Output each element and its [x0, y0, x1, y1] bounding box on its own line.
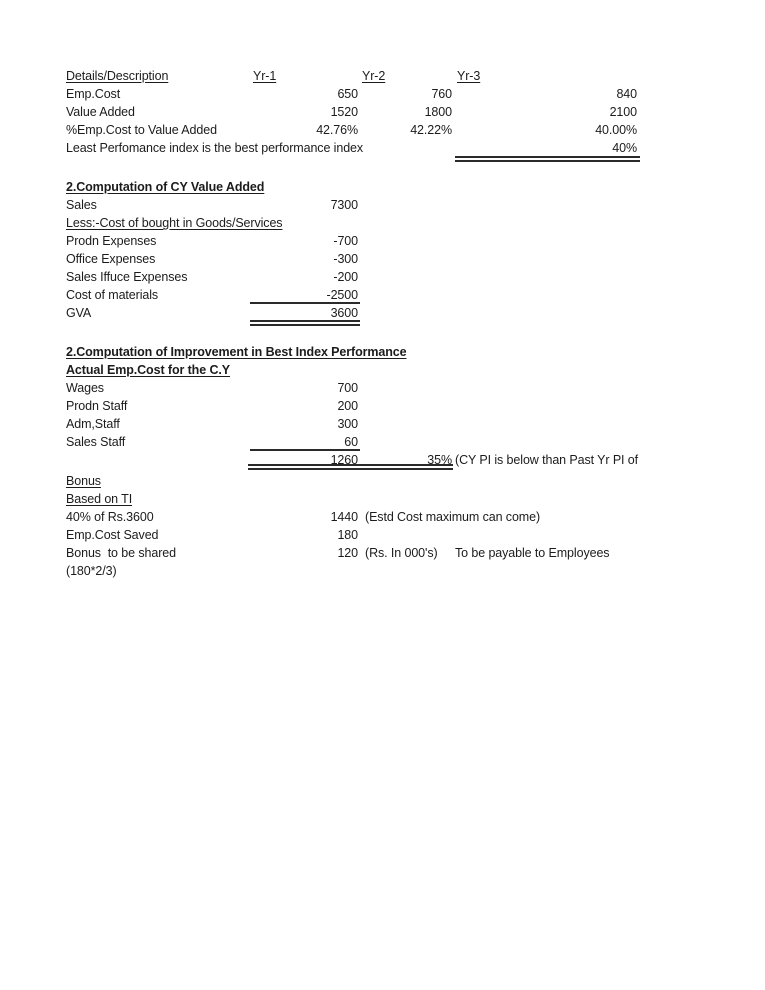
pct-empcost-yr2: 42.22%: [410, 123, 452, 137]
based-on-ti-subheading: Based on TI: [66, 492, 133, 506]
sales-staff-label: Sales Staff: [66, 435, 126, 449]
payable-to-employees-note: To be payable to Employees: [455, 546, 610, 560]
empcost-yr3: 840: [616, 87, 637, 101]
prodn-expenses-value: -700: [333, 234, 358, 248]
empcost-yr1: 650: [337, 87, 358, 101]
valueadded-label: Value Added: [66, 105, 135, 119]
table1-header-yr2: Yr-2: [362, 69, 386, 83]
bonus-shared-value: 120: [337, 546, 358, 560]
gva-label: GVA: [66, 306, 92, 320]
forty-pct-label: 40% of Rs.3600: [66, 510, 154, 524]
table1-header-yr1: Yr-1: [253, 69, 277, 83]
table1-header-yr3: Yr-3: [457, 69, 481, 83]
rs-in-000s-note: (Rs. In 000's): [365, 546, 438, 560]
bonus-shared-label: Bonus to be shared: [66, 546, 176, 560]
office-expenses-label: Office Expenses: [66, 252, 156, 266]
empcost-label: Emp.Cost: [66, 87, 121, 101]
table1-header-details: Details/Description: [66, 69, 169, 83]
cy-pi-note: (CY PI is below than Past Yr PI of: [455, 453, 639, 467]
section2-title: 2.Computation of CY Value Added: [66, 180, 265, 194]
sales-iffuce-expenses-value: -200: [333, 270, 358, 284]
cost-of-materials-label: Cost of materials: [66, 288, 159, 302]
sales-iffuce-expenses-label: Sales Iffuce Expenses: [66, 270, 188, 284]
office-expenses-value: -300: [333, 252, 358, 266]
empcost-saved-label: Emp.Cost Saved: [66, 528, 159, 542]
bonus-formula-label: (180*2/3): [66, 564, 117, 578]
empcost-yr2: 760: [431, 87, 452, 101]
table1-total-rule: [455, 156, 640, 162]
wages-value: 700: [337, 381, 358, 395]
cost-of-materials-value: -2500: [326, 288, 358, 302]
empcost-saved-value: 180: [337, 528, 358, 542]
estd-cost-note: (Estd Cost maximum can come): [365, 510, 541, 524]
valueadded-yr3: 2100: [609, 105, 637, 119]
prodn-expenses-label: Prodn Expenses: [66, 234, 157, 248]
adm-staff-value: 300: [337, 417, 358, 431]
prodn-staff-value: 200: [337, 399, 358, 413]
gva-value: 3600: [330, 306, 358, 320]
cy-pi-percent: 35%: [427, 453, 452, 467]
less-cost-subheading: Less:-Cost of bought in Goods/Services: [66, 216, 283, 230]
wages-label: Wages: [66, 381, 104, 395]
pct-empcost-yr1: 42.76%: [316, 123, 358, 137]
pct-empcost-yr3: 40.00%: [595, 123, 637, 137]
sales-value: 7300: [330, 198, 358, 212]
section2-total-rule: [250, 320, 360, 326]
section3-subtitle: Actual Emp.Cost for the C.Y: [66, 363, 230, 377]
section3-total-rule: [248, 464, 453, 470]
bonus-heading: Bonus: [66, 474, 101, 488]
least-performance-note: Least Perfomance index is the best performance index: [66, 141, 364, 155]
adm-staff-label: Adm,Staff: [66, 417, 120, 431]
sales-staff-value: 60: [344, 435, 358, 449]
forty-pct-value: 1440: [330, 510, 358, 524]
section3-title: 2.Computation of Improvement in Best Index Performance: [66, 345, 407, 359]
pct-empcost-label: %Emp.Cost to Value Added: [66, 123, 217, 137]
best-index-value: 40%: [612, 141, 637, 155]
valueadded-yr2: 1800: [424, 105, 452, 119]
empcost-total-value: 1260: [330, 453, 358, 467]
prodn-staff-label: Prodn Staff: [66, 399, 128, 413]
valueadded-yr1: 1520: [330, 105, 358, 119]
sales-label: Sales: [66, 198, 97, 212]
